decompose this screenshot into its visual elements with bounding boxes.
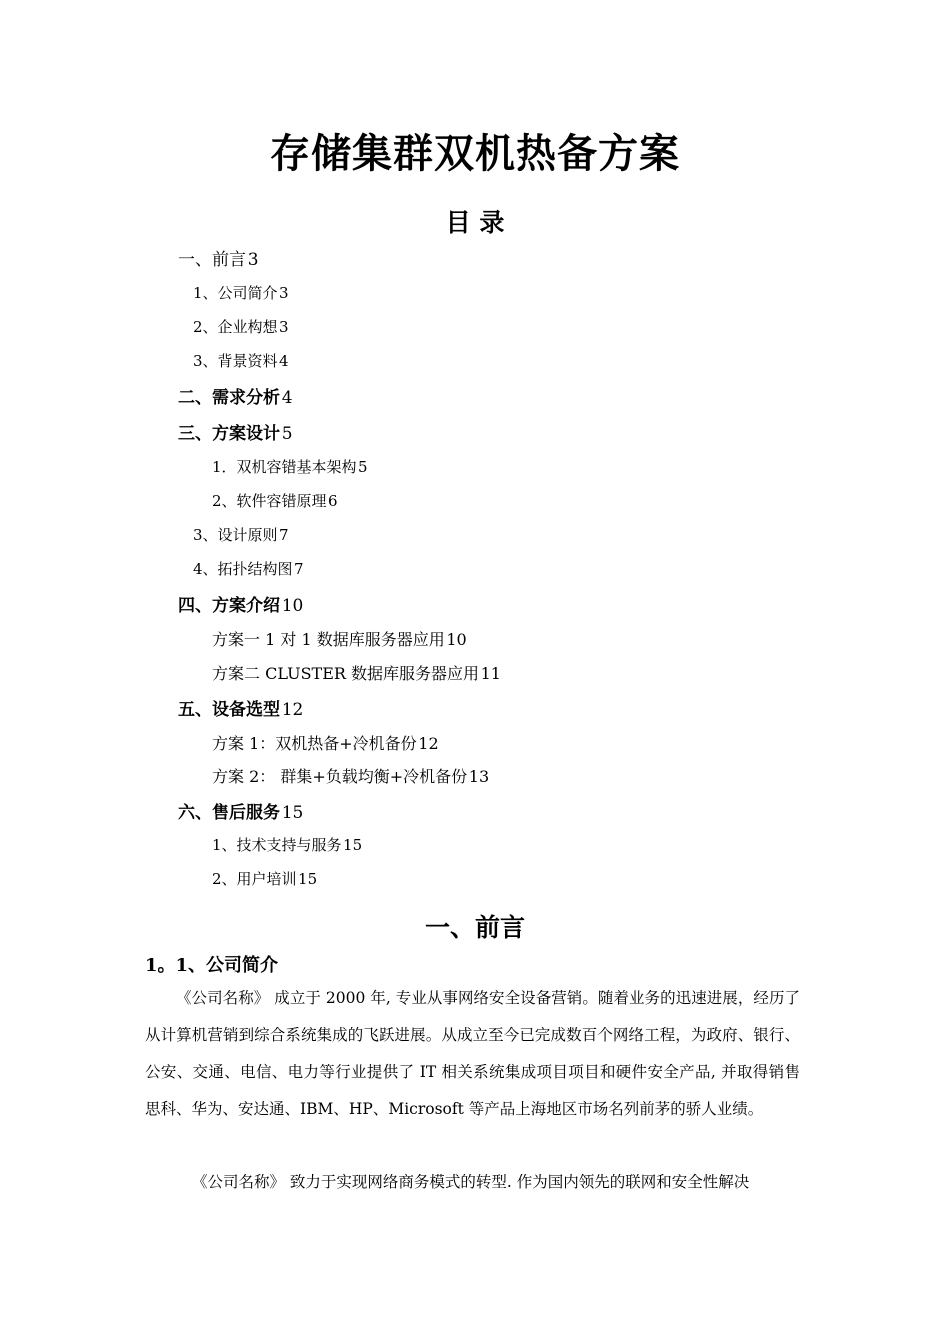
toc-entry-page: 12 (281, 700, 304, 720)
toc-entry-page: 5 (358, 458, 368, 476)
toc-entry-plan-two[interactable] (212, 764, 489, 787)
toc-entry-label: 1、公司简介 (193, 284, 278, 302)
section-heading: 一、前言 (424, 913, 525, 942)
toc-entry-page: 15 (298, 870, 318, 888)
toc-entry-page: 3 (279, 318, 289, 336)
toc-entry-page: 4 (281, 388, 293, 408)
body-paragraph (145, 980, 800, 1128)
paragraph-text: 《公司名称》 成立于 2000 年, 专业从事网络安全设备营销。随着业务的迅速进展，经历了从计算机营销到综合系统集成的飞跃进展。从成立至今已完成数百个网络工程，为政府、银行、公安、交通、电信、电力等行业提供了 IT 相关系统集成项目项目和硬件安全产品, 并取得销售思科、华为、安达通、IBM、HP、Microsoft 等产品上海地区市场名列前茅的骄人业绩。 (145, 989, 800, 1118)
toc-entry-label: 2、用户培训 (212, 870, 297, 888)
toc-entry-user-training[interactable] (212, 868, 317, 889)
body-paragraph (145, 1164, 800, 1201)
toc-entry-label: 3、背景资料 (193, 352, 278, 370)
toc-entry-preface[interactable] (178, 245, 259, 270)
toc-entry-page: 11 (480, 664, 501, 683)
toc-entry-label: 1．双机容错基本架构 (212, 458, 357, 476)
toc-entry-label: 2、企业构想 (193, 318, 278, 336)
toc-entry-page: 5 (281, 424, 293, 444)
toc-entry-label: 五、设备选型 (178, 700, 280, 720)
toc-entry-label: 方案 1：双机热备+冷机备份 (212, 734, 417, 753)
toc-entry-company-intro[interactable] (193, 282, 289, 303)
toc-entry-solution-one[interactable] (212, 627, 467, 650)
toc-entry-page: 12 (418, 734, 439, 753)
toc-entry-equipment-selection[interactable] (178, 695, 303, 720)
paragraph-text: 《公司名称》 致力于实现网络商务模式的转型. 作为国内领先的联网和安全性解决 (192, 1173, 750, 1191)
toc-entry-topology[interactable] (193, 558, 304, 579)
toc-entry-label: 方案二 CLUSTER 数据库服务器应用 (212, 664, 480, 683)
toc-entry-design-principles[interactable] (193, 524, 289, 545)
toc-entry-fault-tolerance-architecture[interactable] (212, 456, 368, 477)
toc-entry-enterprise-vision[interactable] (193, 316, 289, 337)
toc-entry-page: 3 (279, 284, 289, 302)
toc-entry-solution-intro[interactable] (178, 591, 303, 616)
toc-entry-page: 15 (343, 836, 363, 854)
toc-entry-label: 六、售后服务 (178, 803, 280, 823)
toc-entry-page: 7 (294, 560, 304, 578)
toc-entry-requirements[interactable] (178, 383, 293, 408)
toc-entry-label: 三、方案设计 (178, 424, 280, 444)
toc-entry-label: 4、拓扑结构图 (193, 560, 293, 578)
toc-entry-label: 二、需求分析 (178, 388, 280, 408)
toc-entry-tech-support[interactable] (212, 834, 362, 855)
toc-entry-label: 1、技术支持与服务 (212, 836, 342, 854)
toc-entry-plan-one[interactable] (212, 731, 439, 754)
toc-entry-page: 7 (279, 526, 289, 544)
toc-entry-page: 10 (446, 630, 467, 649)
subsection-heading: 1。1、公司简介 (145, 955, 279, 976)
toc-entry-software-fault-tolerance[interactable] (212, 490, 338, 511)
toc-entry-label: 3、设计原则 (193, 526, 278, 544)
document-title: 存储集群双机热备方案 (270, 130, 680, 177)
toc-entry-after-sales[interactable] (178, 798, 303, 823)
toc-entry-background[interactable] (193, 350, 289, 371)
toc-entry-solution-design[interactable] (178, 419, 293, 444)
toc-entry-label: 一、前言 (178, 250, 246, 270)
toc-entry-page: 10 (281, 596, 304, 616)
toc-entry-page: 13 (468, 767, 490, 786)
toc-entry-label: 方案一 1 对 1 数据库服务器应用 (212, 630, 445, 649)
toc-entry-label: 2、软件容错原理 (212, 492, 327, 510)
toc-entry-solution-two[interactable] (212, 661, 501, 684)
toc-entry-label: 四、方案介绍 (178, 596, 280, 616)
toc-entry-page: 15 (281, 803, 304, 823)
toc-entry-page: 4 (279, 352, 289, 370)
toc-entry-page: 3 (247, 250, 259, 270)
toc-entry-label: 方案 2： 群集+负载均衡+冷机备份 (212, 767, 468, 786)
toc-entry-page: 6 (328, 492, 338, 510)
toc-heading: 目 录 (445, 208, 505, 237)
